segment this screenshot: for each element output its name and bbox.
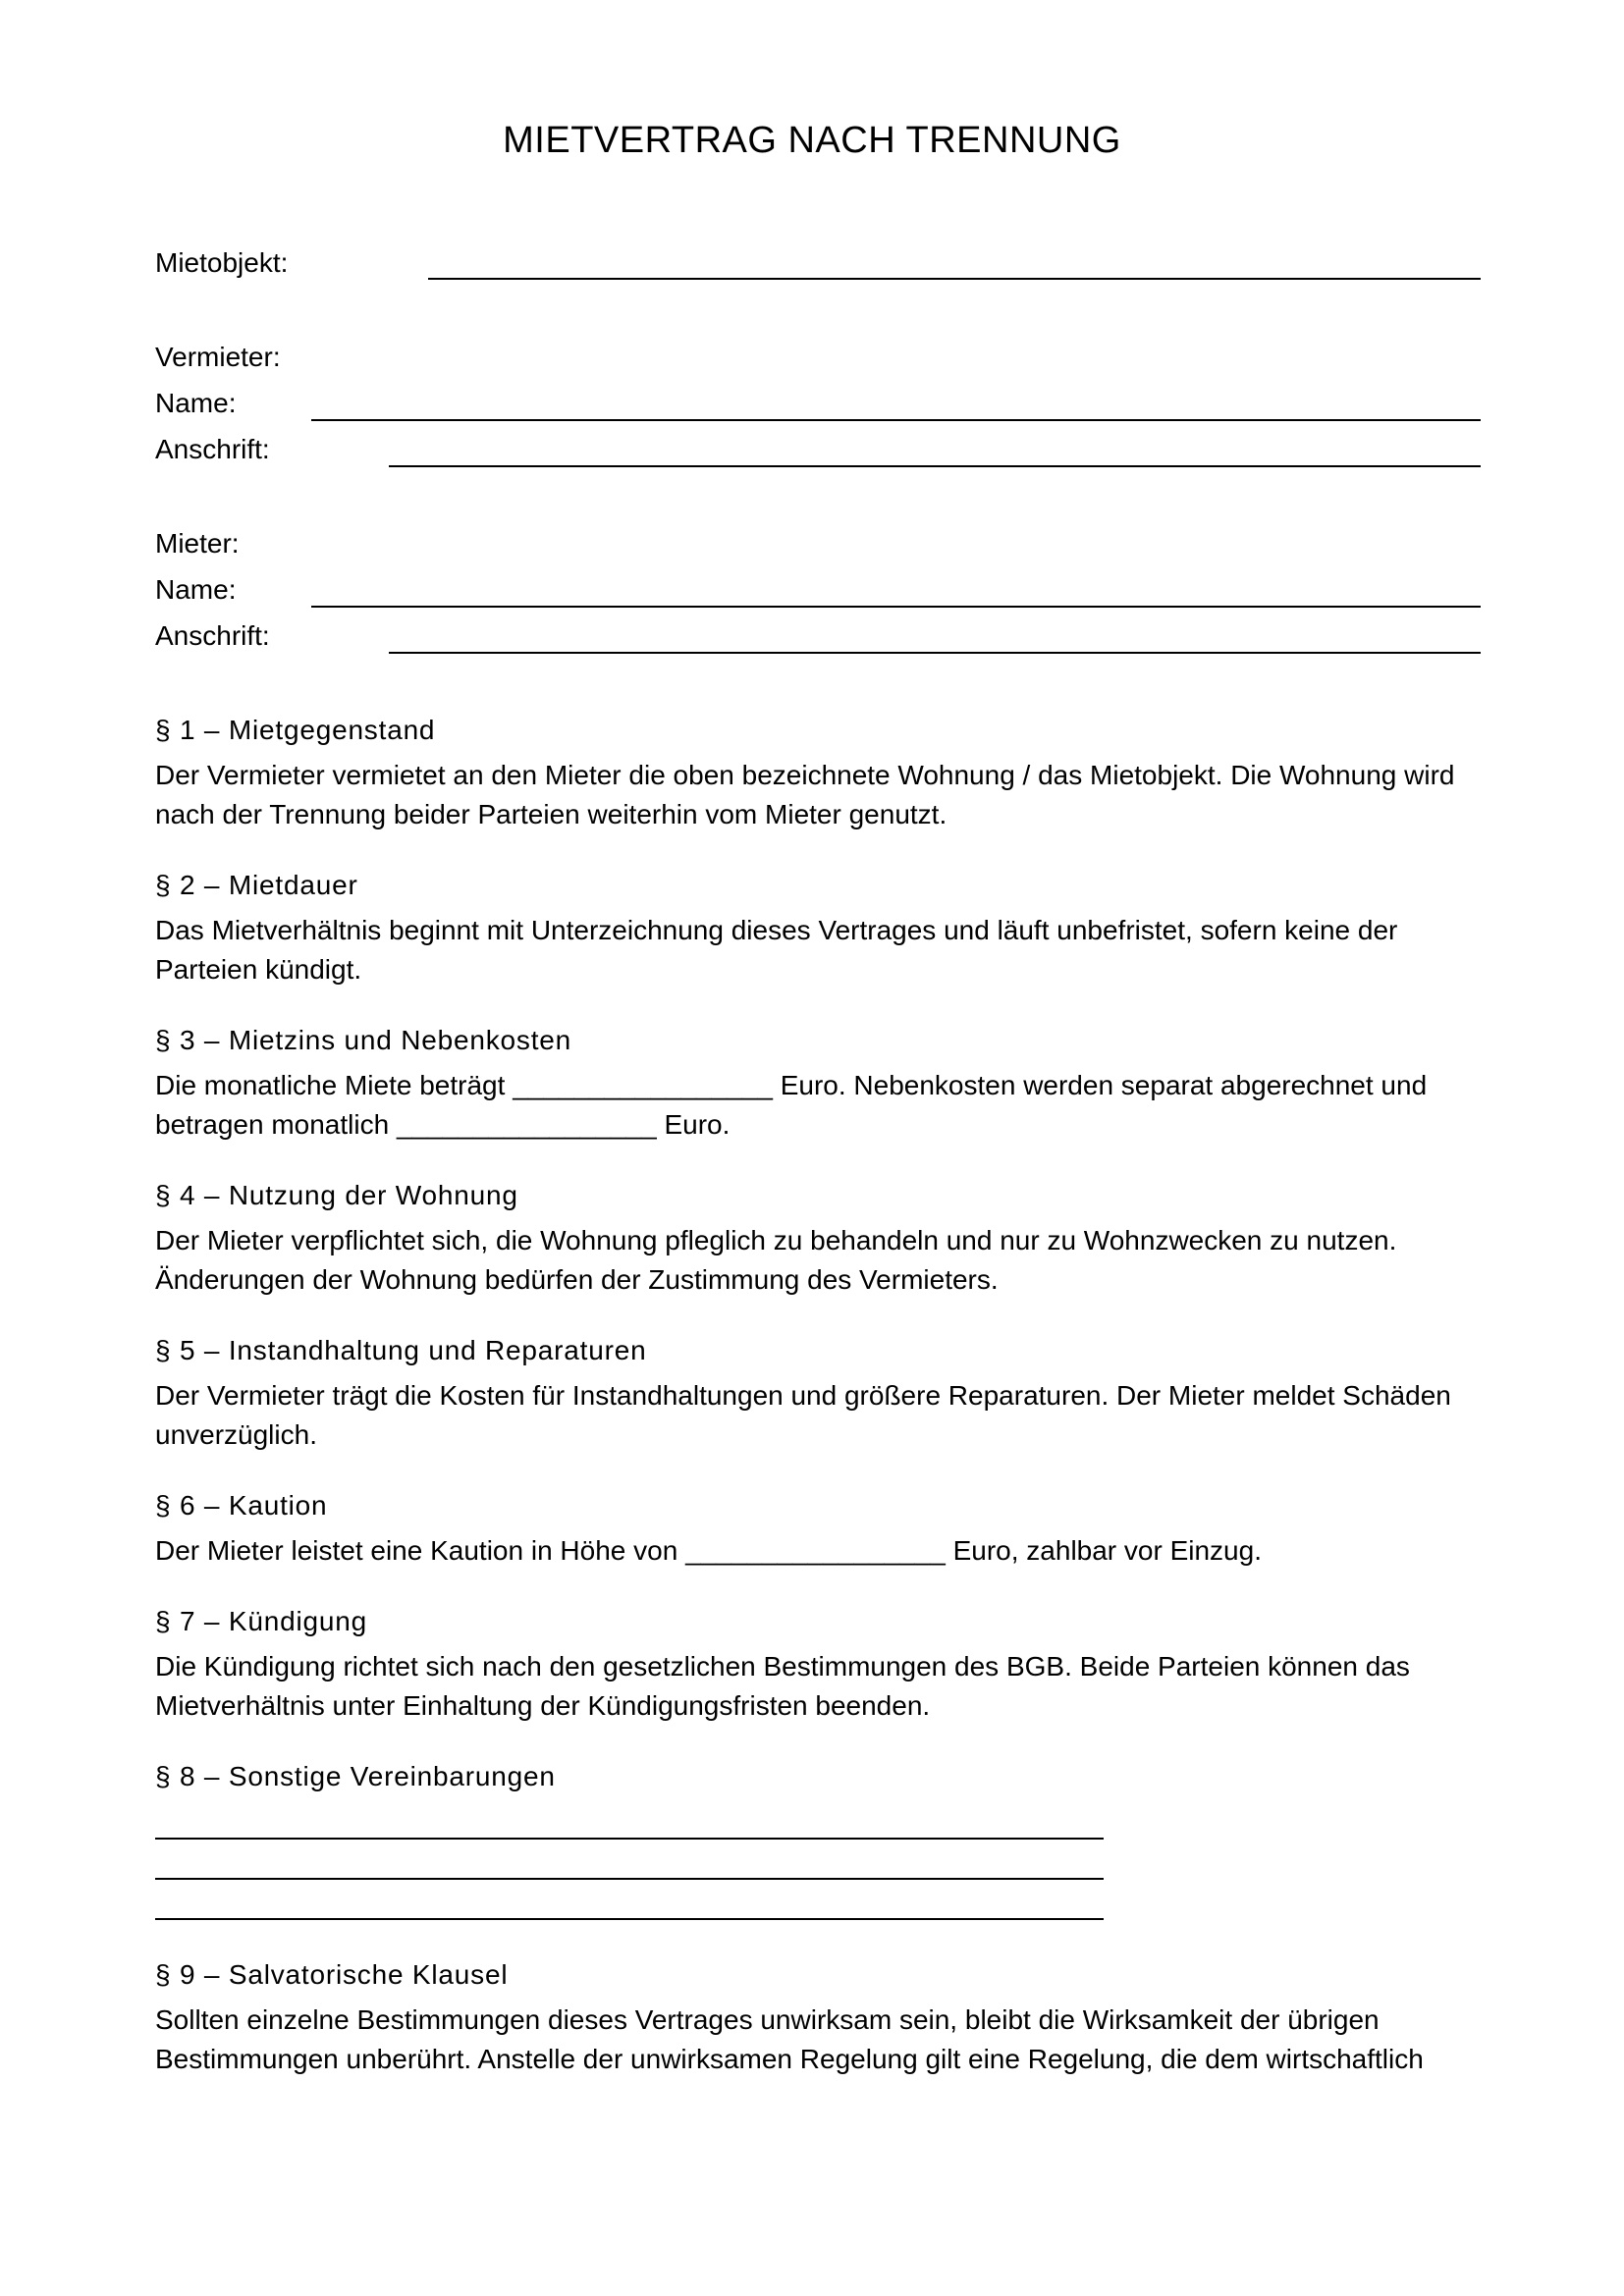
section-3-line-2	[155, 1105, 1490, 1145]
section-4-line-1: Der Mieter verpflichtet sich, die Wohnung pfleglich zu behandeln und nur zu Wohnzwecken zu nutzen.	[155, 1225, 1397, 1255]
section-7-heading: § 7 – Kündigung	[155, 1606, 367, 1636]
section-3-line-1-post: Euro. Nebenkosten werden separat abgerechnet und	[772, 1070, 1428, 1100]
mietobjekt-label: Mietobjekt:	[155, 247, 289, 278]
section-4-line-2: Änderungen der Wohnung bedürfen der Zustimmung des Vermieters.	[155, 1264, 999, 1295]
section-9-line-1: Sollten einzelne Bestimmungen dieses Vertrages unwirksam sein, bleibt die Wirksamkeit der übrigen	[155, 2004, 1380, 2035]
mietobjekt-field[interactable]	[428, 278, 1481, 280]
section-6-text	[155, 1531, 1490, 1571]
section-2-line-2: Parteien kündigt.	[155, 954, 362, 985]
section-5-text	[155, 1376, 1490, 1455]
section-5-line-2: unverzüglich.	[155, 1419, 317, 1450]
section-9-heading: § 9 – Salvatorische Klausel	[155, 1959, 509, 1990]
mieter-anschrift-field[interactable]	[389, 652, 1481, 654]
section-3-line-1	[155, 1066, 1490, 1105]
section-3-line-2-post: Euro.	[656, 1109, 731, 1140]
section-6-line-1-pre: Der Mieter leistet eine Kaution in Höhe von	[155, 1535, 686, 1566]
section-2-line-1: Das Mietverhältnis beginnt mit Unterzeichnung dieses Vertrages und läuft unbefristet, sofern keine der	[155, 915, 1398, 945]
rent-amount-field[interactable]: _________________	[513, 1070, 773, 1100]
section-4-text	[155, 1221, 1490, 1300]
section-7-line-2: Mietverhältnis unter Einhaltung der Kündigungsfristen beenden.	[155, 1690, 931, 1721]
vermieter-anschrift-label: Anschrift:	[155, 434, 270, 464]
section-6-line-1	[155, 1531, 1490, 1571]
vermieter-name-label: Name:	[155, 388, 237, 418]
section-1-heading: § 1 – Mietgegenstand	[155, 715, 436, 745]
vermieter-name-field[interactable]	[311, 419, 1481, 421]
section-3-text	[155, 1066, 1490, 1145]
utilities-amount-field[interactable]: _________________	[396, 1109, 657, 1140]
section-7-line-1: Die Kündigung richtet sich nach den gesetzlichen Bestimmungen des BGB. Beide Parteien können das	[155, 1651, 1410, 1682]
section-2-heading: § 2 – Mietdauer	[155, 870, 358, 900]
section-3-line-1-pre: Die monatliche Miete beträgt	[155, 1070, 514, 1100]
section-1-line-2: nach der Trennung beider Parteien weiterhin vom Mieter genutzt.	[155, 799, 947, 829]
section-6-heading: § 6 – Kaution	[155, 1490, 328, 1521]
vermieter-label: Vermieter:	[155, 342, 281, 372]
mieter-name-label: Name:	[155, 574, 237, 605]
other-agreements-line-1[interactable]	[155, 1838, 1104, 1840]
section-3-line-2-pre: betragen monatlich	[155, 1109, 397, 1140]
document-title: MIETVERTRAG NACH TRENNUNG	[503, 120, 1121, 161]
mieter-anschrift-label: Anschrift:	[155, 620, 270, 651]
section-8-heading: § 8 – Sonstige Vereinbarungen	[155, 1761, 556, 1791]
section-3-heading: § 3 – Mietzins und Nebenkosten	[155, 1025, 572, 1055]
other-agreements-line-2[interactable]	[155, 1878, 1104, 1880]
section-4-heading: § 4 – Nutzung der Wohnung	[155, 1180, 518, 1210]
vermieter-anschrift-field[interactable]	[389, 465, 1481, 467]
section-9-text	[155, 2001, 1490, 2079]
section-1-text	[155, 756, 1490, 834]
mieter-label: Mieter:	[155, 528, 240, 559]
section-5-heading: § 5 – Instandhaltung und Reparaturen	[155, 1335, 647, 1365]
section-2-text	[155, 911, 1490, 989]
section-5-line-1: Der Vermieter trägt die Kosten für Instandhaltungen und größere Reparaturen. Der Mieter meldet Schäden	[155, 1380, 1451, 1411]
section-9-line-2: Bestimmungen unberührt. Anstelle der unwirksamen Regelung gilt eine Regelung, die dem wirtschaftlich	[155, 2044, 1424, 2074]
section-7-text	[155, 1647, 1490, 1726]
deposit-amount-field[interactable]: _________________	[685, 1535, 946, 1566]
section-1-line-1: Der Vermieter vermietet an den Mieter die oben bezeichnete Wohnung / das Mietobjekt. Die Wohnung wird	[155, 760, 1455, 790]
mieter-name-field[interactable]	[311, 606, 1481, 608]
other-agreements-line-3[interactable]	[155, 1918, 1104, 1920]
section-6-line-1-post: Euro, zahlbar vor Einzug.	[945, 1535, 1262, 1566]
